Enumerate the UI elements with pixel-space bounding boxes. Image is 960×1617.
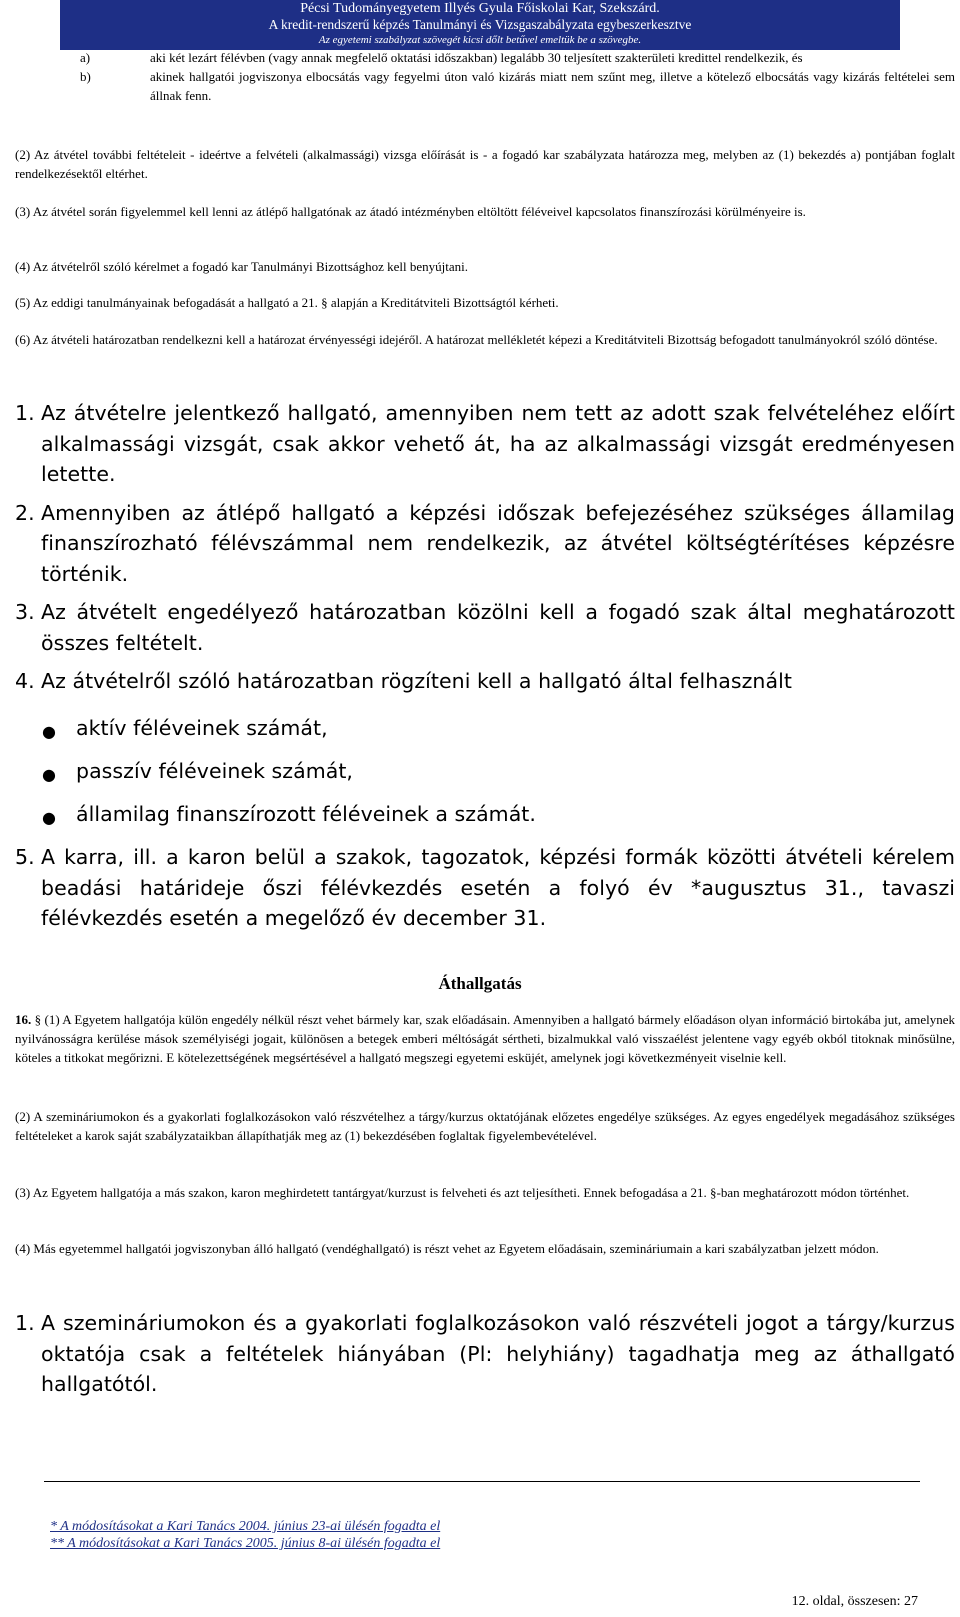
paragraph-2: (2) Az átvétel további feltételeit - ideértve a felvételi (alkalmassági) vizsga előírását is - a fogadó kar szabályzata határozza meg, melyben az (1) bekezdés a) pontjában foglalt rendelkezésektől eltérhet. <box>15 147 955 181</box>
header-note: Az egyetemi szabályzat szövegét kicsi dőlt betűvel emeltük be a szövegbe. <box>318 34 642 46</box>
item-text: aktív féléveinek számát, <box>76 716 328 740</box>
section-16-paragraph-1 <box>15 1010 955 1067</box>
list-item <box>15 597 955 658</box>
header-institution: Pécsi Tudományegyetem Illyés Gyula Főiskolai Kar, Szekszárd. <box>300 1 660 16</box>
item-number: 1. <box>15 1311 35 1335</box>
faculty-item-5 <box>15 842 955 942</box>
document-header <box>60 0 900 50</box>
item-text: passzív féléveinek számát, <box>76 759 353 783</box>
list-item <box>15 1308 955 1400</box>
item-text: Az átvételről szóló határozatban rögzíteni kell a hallgató által felhasznált <box>41 669 792 693</box>
item-number: 2. <box>15 500 35 525</box>
list-item <box>15 666 955 697</box>
lettered-item-a <box>80 48 955 67</box>
list-item <box>42 799 942 842</box>
section-16-paragraph-3: (3) Az Egyetem hallgatója a más szakon, karon meghirdetett tantárgyat/kurzust is felveheti és azt teljesítheti. Ennek befogadása a 21. §-ban meghatározott módon történhet. <box>15 1185 910 1200</box>
paragraph-5: (5) Az eddigi tanulmányainak befogadását a hallgató a 21. § alapján a Kreditátviteli Bizottságtól kérheti. <box>15 295 559 310</box>
item-text: akinek hallgatói jogviszonya elbocsátás vagy fegyelmi úton való kizárás miatt nem szűnt meg, illetve a kötelező elbocsátás vagy kizárás feltételei sem állnak fenn. <box>150 69 955 103</box>
list-item <box>15 498 955 590</box>
header-document-title: A kredit-rendszerű képzés Tanulmányi és Vizsgaszabályzata egybeszerkesztve <box>268 17 692 32</box>
item-number: 5. <box>15 845 35 869</box>
item-text: Az átvételre jelentkező hallgató, amennyiben nem tett az adott szak felvételéhez előírt alkalmassági vizsgát, csak akkor vehető át, ha az alkalmassági vizsgát eredményesen letette. <box>41 401 955 486</box>
lettered-item-b <box>80 67 955 105</box>
faculty-list-2 <box>15 1308 955 1408</box>
section-title: Áthallgatás <box>438 974 522 993</box>
item-text: Az átvételt engedélyező határozatban közölni kell a fogadó szak által meghatározott összes feltételt. <box>41 600 955 655</box>
paragraph-text: § (1) A Egyetem hallgatója külön engedély nélkül részt vehet bármely kar, szak előadásain. Amennyiben a hallgató bármely előadáson olyan információ birtokába jut, amelynek nyilvánosságra kerülése mások személyiségi jogait, különösen a betegek emberi méltóságát sértheti, bizalmukkal való visszaélést jelentene vagy egyéb okból titoknak minősülne, köteles a titkokat megőrizni. E kötelezettségének megsértésével a hallgató megszegi egyetemi esküjét, amelynek jogi következményeit viselnie kell. <box>15 1012 956 1065</box>
section-16-paragraph-4: (4) Más egyetemmel hallgatói jogviszonyban álló hallgató (vendéghallgató) is részt vehet az Egyetem előadásain, szemináriumain a kari szabályzatban jelzett módon. <box>15 1241 879 1256</box>
item-label: a) <box>80 50 91 65</box>
lettered-list <box>80 48 955 105</box>
list-item <box>15 398 955 490</box>
bullet-icon: ● <box>42 765 57 784</box>
item-text: A szemináriumokon és a gyakorlati foglalkozásokon való részvételi jogot a tárgy/kurzus oktatója csak a feltételek hiányában (Pl: helyhiány) tagadhatja meg az áthallgató hallgatótól. <box>41 1311 955 1396</box>
footnote: ** A módosításokat a Kari Tanács 2005. június 8-ai ülésén fogadta el <box>50 1536 441 1551</box>
list-item <box>42 756 942 799</box>
item-number: 1. <box>15 401 35 425</box>
item-text: A karra, ill. a karon belül a szakok, tagozatok, képzési formák közötti átvételi kérelem beadási határideje őszi félévkezdés esetén a folyó év *augusztus 31., tavaszi félévkezdés esetén a megelőző év december 31. <box>41 845 955 930</box>
item-text: aki két lezárt félévben (vagy annak megfelelő oktatási időszakban) legalább 30 teljesített szakterületi kredittel rendelkezik, és <box>150 50 803 65</box>
item-text: Amennyiben az átlépő hallgató a képzési időszak befejezéséhez szükséges államilag finanszírozható félévszámmal nem rendelkezik, az átvétel költségtérítéses képzésre történik. <box>41 500 955 586</box>
footnote-divider <box>44 1481 920 1482</box>
item-number: 3. <box>15 600 35 624</box>
item-label: b) <box>80 69 91 84</box>
bullet-list <box>42 713 942 842</box>
page-number: 12. oldal, összesen: 27 <box>791 1594 918 1609</box>
footnote: * A módosításokat a Kari Tanács 2004. június 23-ai ülésén fogadta el <box>50 1519 441 1534</box>
list-item <box>15 842 955 934</box>
faculty-list-1 <box>15 398 955 705</box>
footnotes <box>50 1518 440 1552</box>
section-number: 16. <box>15 1012 32 1027</box>
section-16-paragraph-2: (2) A szemináriumokon és a gyakorlati foglalkozásokon való részvételhez a tárgy/kurzus oktatójának előzetes engedélye szükséges. Az egyes engedélyek megadásához szükséges feltételeket a karok saját szabályzataikban állapíthatják meg az (1) bekezdésében foglaltak figyelembevételével. <box>15 1109 955 1143</box>
list-item <box>42 713 942 756</box>
item-number: 4. <box>15 669 35 693</box>
bullet-icon: ● <box>42 808 57 827</box>
paragraph-3: (3) Az átvétel során figyelemmel kell lenni az átlépő hallgatónak az átadó intézményben eltöltött féléveivel kapcsolatos finanszírozási körülményeire is. <box>15 204 806 219</box>
paragraph-4: (4) Az átvételről szóló kérelmet a fogadó kar Tanulmányi Bizottsághoz kell benyújtani. <box>15 259 468 274</box>
item-text: államilag finanszírozott féléveinek a számát. <box>76 802 536 826</box>
bullet-icon: ● <box>42 722 57 741</box>
paragraph-6: (6) Az átvételi határozatban rendelkezni kell a határozat érvényességi idejéről. A határozat mellékletét képezi a Kreditátviteli Bizottság befogadott tanulmányokról szóló döntése. <box>15 332 938 347</box>
